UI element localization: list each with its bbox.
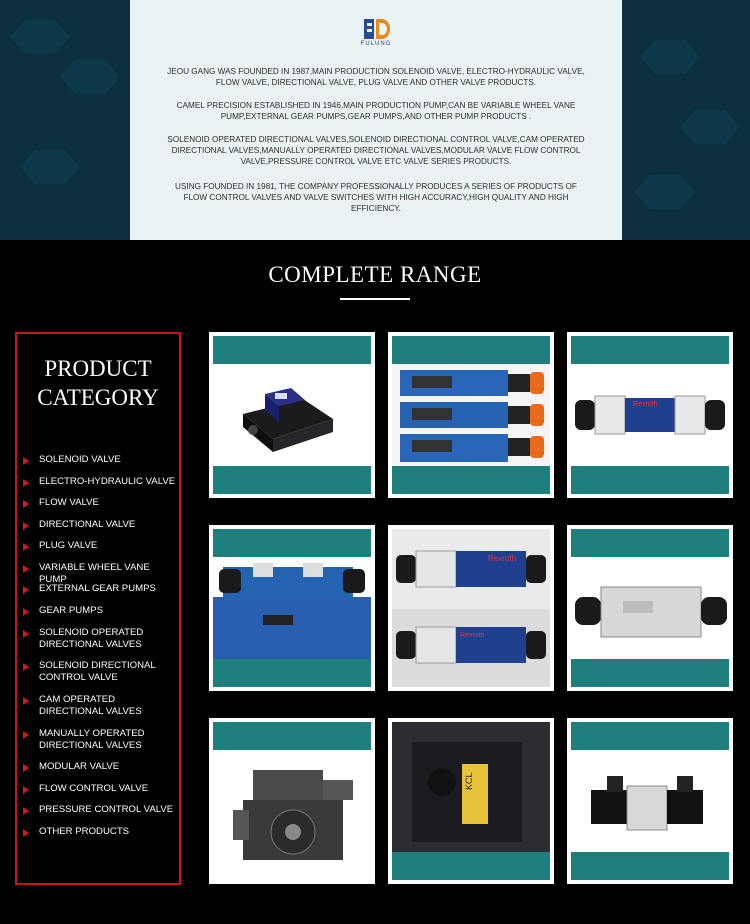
rexroth-valves-image — [392, 529, 550, 687]
triangle-bullet-icon — [23, 663, 29, 671]
intro-paragraph: SOLENOID OPERATED DIRECTIONAL VALVES,SOLENOID DIRECTIONAL CONTROL VALVE,CAM OPERATED DIRECTIONAL VALVES,MANUALLY OPERATED DIRECTIONAL VALVES,MODULAR VALVE FLOW CONTROL VALVE,PRESSURE CONTROL VALVE ETC VALVE SERIES PRODUCTS. — [167, 135, 585, 166]
hex-decoration — [680, 110, 740, 144]
category-title — [17, 354, 179, 412]
teal-band — [213, 659, 371, 687]
hex-decoration — [60, 60, 120, 94]
product-category-sidebar — [15, 332, 181, 885]
product-image — [571, 364, 729, 466]
teal-band — [571, 659, 729, 687]
product-card[interactable] — [567, 525, 733, 691]
teal-band — [392, 466, 550, 494]
product-image — [571, 750, 729, 852]
category-item-label: MANUALLY OPERATED DIRECTIONAL VALVES — [39, 728, 145, 751]
category-item-label: GEAR PUMPS — [39, 605, 103, 616]
category-title-line: PRODUCT — [44, 356, 152, 381]
category-item-label: EXTERNAL GEAR PUMPS — [39, 583, 156, 594]
top-banner — [0, 0, 750, 240]
gear-pump-image — [392, 722, 550, 852]
category-item-label: PRESSURE CONTROL VALVE — [39, 804, 174, 815]
teal-band — [392, 336, 550, 364]
product-card[interactable] — [388, 332, 554, 498]
hex-decoration — [20, 150, 80, 184]
category-title-line: CATEGORY — [37, 385, 159, 410]
product-image — [392, 529, 550, 687]
triangle-bullet-icon — [23, 807, 29, 815]
product-card[interactable] — [209, 525, 375, 691]
teal-band — [213, 466, 371, 494]
hex-decoration — [640, 40, 700, 74]
triangle-bullet-icon — [23, 522, 29, 530]
category-item-label: MODULAR VALVE — [39, 761, 120, 772]
intro-paragraph: CAMEL PRECISION ESTABLISHED IN 1946,MAIN PRODUCTION PUMP,CAN BE VARIABLE WHEEL VANE PUMP,EXTERNAL GEAR PUMPS,GEAR PUMPS,AND OTHER PUMP PRODUCTS . — [176, 101, 576, 121]
category-item-label: ELECTRO-HYDRAULIC VALVE — [39, 476, 176, 487]
product-image — [571, 557, 729, 659]
category-item-label: VARIABLE WHEEL VANE PUMP — [39, 562, 150, 585]
category-item-label: SOLENOID VALVE — [39, 454, 121, 465]
pressure-valves-image — [392, 364, 550, 466]
teal-band — [392, 852, 550, 880]
section-title: COMPLETE RANGE — [268, 262, 482, 287]
brand-label: Rexroth — [488, 554, 517, 563]
triangle-bullet-icon — [23, 608, 29, 616]
triangle-bullet-icon — [23, 786, 29, 794]
solenoid-directional-valve-image — [571, 750, 729, 852]
product-card[interactable] — [388, 718, 554, 884]
brand-label: Rexroth — [460, 632, 485, 639]
brand-label: Rexroth — [633, 401, 658, 408]
directional-valve-image — [571, 364, 729, 466]
teal-band — [213, 529, 371, 557]
intro-panel — [130, 0, 622, 240]
product-card[interactable] — [567, 332, 733, 498]
product-card[interactable] — [388, 525, 554, 691]
fulung-logo-icon — [362, 18, 390, 40]
product-card[interactable] — [209, 332, 375, 498]
triangle-bullet-icon — [23, 565, 29, 573]
teal-band — [571, 529, 729, 557]
product-image — [213, 750, 371, 880]
triangle-bullet-icon — [23, 829, 29, 837]
triangle-bullet-icon — [23, 457, 29, 465]
teal-band — [213, 336, 371, 364]
category-item-label: FLOW VALVE — [39, 497, 99, 508]
category-item-label: PLUG VALVE — [39, 540, 98, 551]
product-image — [213, 364, 371, 466]
product-card[interactable] — [567, 718, 733, 884]
hex-decoration — [10, 20, 70, 54]
teal-band — [571, 336, 729, 364]
triangle-bullet-icon — [23, 543, 29, 551]
triangle-bullet-icon — [23, 731, 29, 739]
product-image — [392, 722, 550, 852]
logo-wordmark: FULUNG — [360, 41, 392, 47]
product-image — [392, 364, 550, 466]
triangle-bullet-icon — [23, 586, 29, 594]
product-image — [213, 557, 371, 659]
hex-decoration — [635, 175, 695, 209]
modular-valve-image — [571, 557, 729, 659]
teal-band — [571, 852, 729, 880]
category-item-label: FLOW CONTROL VALVE — [39, 783, 149, 794]
category-item-label: OTHER PRODUCTS — [39, 826, 130, 837]
category-item-label: SOLENOID DIRECTIONAL CONTROL VALVE — [39, 660, 156, 683]
triangle-bullet-icon — [23, 764, 29, 772]
solenoid-valve-image — [213, 364, 371, 466]
category-item-label: SOLENOID OPERATED DIRECTIONAL VALVES — [39, 627, 144, 650]
electro-hydraulic-valve-image — [213, 557, 371, 659]
intro-paragraph: USING FOUNDED IN 1981, THE COMPANY PROFESSIONALLY PRODUCES A SERIES OF PRODUCTS OF FLOW CONTROL VALVES AND VALVE SWITCHES WITH HIGH ACCURACY,HIGH QUALITY AND HIGH EFFICIENCY. — [175, 182, 577, 213]
triangle-bullet-icon — [23, 630, 29, 638]
intro-paragraph: JEOU GANG WAS FOUNDED IN 1987,MAIN PRODUCTION SOLENOID VALVE, ELECTRO-HYDRAULIC VALVE, FLOW VALVE, DIRECTIONAL VALVE, PLUG VALVE AND OTHER VALVE PRODUCTS. — [167, 67, 585, 87]
triangle-bullet-icon — [23, 479, 29, 487]
triangle-bullet-icon — [23, 500, 29, 508]
vane-pump-image — [213, 750, 371, 880]
title-underline — [340, 298, 410, 300]
category-item-label: DIRECTIONAL VALVE — [39, 519, 136, 530]
brand-label: KCL — [464, 772, 474, 790]
teal-band — [571, 722, 729, 750]
triangle-bullet-icon — [23, 697, 29, 705]
category-item-label: CAM OPERATED DIRECTIONAL VALVES — [39, 694, 142, 717]
teal-band — [213, 722, 371, 750]
product-card[interactable] — [209, 718, 375, 884]
teal-band — [571, 466, 729, 494]
